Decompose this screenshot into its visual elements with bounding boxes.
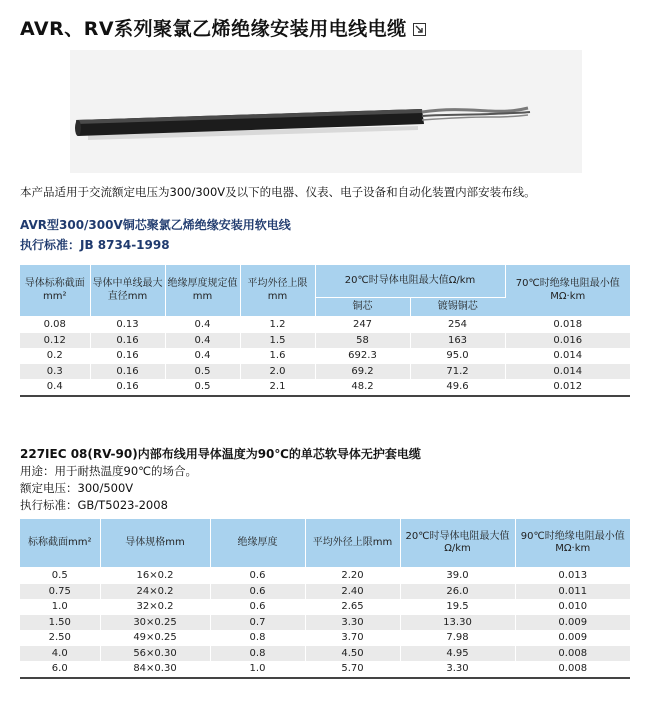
table-cell: 30×0.25 — [100, 615, 210, 631]
table-cell: 0.16 — [90, 348, 165, 364]
table-cell: 1.5 — [240, 333, 315, 349]
col-header: 导体标称截面mm² — [20, 265, 90, 317]
col-header: 平均外径上限mm — [305, 519, 400, 568]
table-cell: 0.018 — [553, 319, 583, 331]
page-title — [20, 14, 426, 41]
section2-standard: 执行标准：GB/T5023-2008 — [20, 498, 168, 512]
table-cell: 1.50 — [20, 615, 100, 631]
table-cell: 0.4 — [165, 333, 240, 349]
table-cell: 39.0 — [400, 568, 515, 584]
table-cell: 0.008 — [558, 663, 588, 675]
table-cell: 7.98 — [400, 630, 515, 646]
table-cell: 3.30 — [305, 615, 400, 631]
table-cell: 0.12 — [20, 333, 90, 349]
col-header: 平均外径上限mm — [240, 265, 315, 317]
table-cell: 2.0 — [240, 364, 315, 380]
table-row — [20, 615, 630, 631]
table-row — [20, 379, 630, 396]
col-header: 20℃时导体电阻最大值Ω/km — [315, 265, 505, 298]
sub-header-tinned: 镀锡铜芯 — [410, 298, 505, 317]
table-cell: 247 — [315, 317, 410, 333]
table-cell: 95.0 — [410, 348, 505, 364]
cable-photo — [70, 50, 582, 173]
table-cell: 26.0 — [400, 584, 515, 600]
table-cell: 49×0.25 — [100, 630, 210, 646]
table-cell: 32×0.2 — [100, 599, 210, 615]
table-row — [20, 364, 630, 380]
table-cell: 0.5 — [165, 364, 240, 380]
table-cell: 0.014 — [505, 364, 630, 380]
table-cell: 3.30 — [400, 661, 515, 678]
table-cell: 0.16 — [90, 333, 165, 349]
table-cell: 2.50 — [20, 630, 100, 646]
table-row — [20, 646, 630, 662]
table-cell: 0.009 — [515, 615, 630, 631]
sub-header-copper: 铜芯 — [315, 298, 410, 317]
table-row — [20, 317, 630, 333]
table-cell: 0.08 — [20, 317, 90, 333]
table-cell: 692.3 — [315, 348, 410, 364]
col-header: 绝缘厚度规定值mm — [165, 265, 240, 317]
table-cell: 48.2 — [315, 379, 410, 396]
table-cell: 1.0 — [210, 661, 305, 678]
table-cell: 163 — [410, 333, 505, 349]
table-cell: 0.6 — [210, 599, 305, 615]
section2-voltage: 额定电压：300/500V — [20, 481, 134, 495]
table-cell: 1.2 — [240, 317, 315, 333]
table-cell: 6.0 — [20, 661, 100, 678]
col-header: 绝缘厚度 — [210, 519, 305, 568]
table-cell: 0.011 — [515, 584, 630, 600]
table-row — [20, 599, 630, 615]
table-cell: 19.5 — [400, 599, 515, 615]
table-cell: 0.8 — [210, 630, 305, 646]
section1-title: AVR型300/300V铜芯聚氯乙烯绝缘安装用软电线 — [20, 218, 291, 232]
table-cell: 84×0.30 — [100, 661, 210, 678]
page-title-text: AVR、RV系列聚氯乙烯绝缘安装用电线电缆 — [20, 18, 407, 40]
table-cell: 0.16 — [90, 364, 165, 380]
table-cell: 2.1 — [240, 379, 315, 396]
table-cell: 0.4 — [20, 379, 90, 396]
col-header: 20℃时导体电阻最大值Ω/km — [400, 519, 515, 568]
table-cell: 13.30 — [400, 615, 515, 631]
external-link-icon[interactable] — [413, 23, 426, 36]
table-cell: 3.70 — [305, 630, 400, 646]
table-cell: 0.75 — [20, 584, 100, 600]
table-cell: 1.0 — [20, 599, 100, 615]
table-cell: 0.6 — [210, 584, 305, 600]
table-cell: 56×0.30 — [100, 646, 210, 662]
table-cell: 0.3 — [20, 364, 90, 380]
table-cell: 1.6 — [240, 348, 315, 364]
table-cell: 0.014 — [553, 350, 583, 362]
col-header: 标称截面mm² — [20, 519, 100, 568]
table-cell: 0.4 — [165, 317, 240, 333]
section1-standard: 执行标准：JB 8734-1998 — [20, 238, 170, 252]
col-header: 90℃时绝缘电阻最小值MΩ·km — [515, 519, 630, 568]
table-row — [20, 568, 630, 584]
table-cell: 4.50 — [305, 646, 400, 662]
table-cell: 2.65 — [305, 599, 400, 615]
col-header: 70℃时绝缘电阻最小值MΩ·km — [505, 265, 630, 317]
table-cell: 0.5 — [165, 379, 240, 396]
table-cell: 0.012 — [553, 381, 583, 393]
table-cell: 0.013 — [558, 570, 588, 582]
table-cell: 4.0 — [20, 646, 100, 662]
table-cell: 2.40 — [305, 584, 400, 600]
table-cell: 0.16 — [90, 379, 165, 396]
table-row — [20, 630, 630, 646]
table-cell: 0.016 — [505, 333, 630, 349]
table-cell: 16×0.2 — [100, 568, 210, 584]
table-cell: 0.008 — [515, 646, 630, 662]
table-cell: 0.8 — [210, 646, 305, 662]
table-cell: 0.13 — [90, 317, 165, 333]
table-cell: 0.7 — [210, 615, 305, 631]
table-cell: 24×0.2 — [100, 584, 210, 600]
col-header: 导体中单线最大直径mm — [90, 265, 165, 317]
table-cell: 0.009 — [558, 632, 588, 644]
table-cell: 69.2 — [315, 364, 410, 380]
table-row — [20, 584, 630, 600]
spec-table-rv90 — [20, 519, 630, 679]
table-cell: 58 — [315, 333, 410, 349]
table-cell: 49.6 — [410, 379, 505, 396]
product-intro: 本产品适用于交流额定电压为300/300V及以下的电器、仪表、电子设备和自动化装置内部安装布线。 — [20, 185, 536, 199]
col-header: 导体规格mm — [100, 519, 210, 568]
table-cell: 71.2 — [410, 364, 505, 380]
spec-table-avr — [20, 265, 630, 397]
table-cell: 4.95 — [400, 646, 515, 662]
table-row — [20, 348, 630, 364]
table-cell: 0.5 — [20, 568, 100, 584]
table-cell: 0.2 — [20, 348, 90, 364]
section2-title: 227IEC 08(RV-90)内部布线用导体温度为90℃的单芯软导体无护套电缆 — [20, 447, 421, 461]
table-cell: 0.6 — [210, 568, 305, 584]
section2-usage: 用途：用于耐热温度90℃的场合。 — [20, 464, 198, 478]
table-cell: 254 — [410, 317, 505, 333]
table-cell: 0.010 — [558, 601, 588, 613]
table-cell: 0.4 — [165, 348, 240, 364]
table-cell: 5.70 — [305, 661, 400, 678]
table-row — [20, 333, 630, 349]
table-cell: 2.20 — [305, 568, 400, 584]
table-row — [20, 661, 630, 678]
